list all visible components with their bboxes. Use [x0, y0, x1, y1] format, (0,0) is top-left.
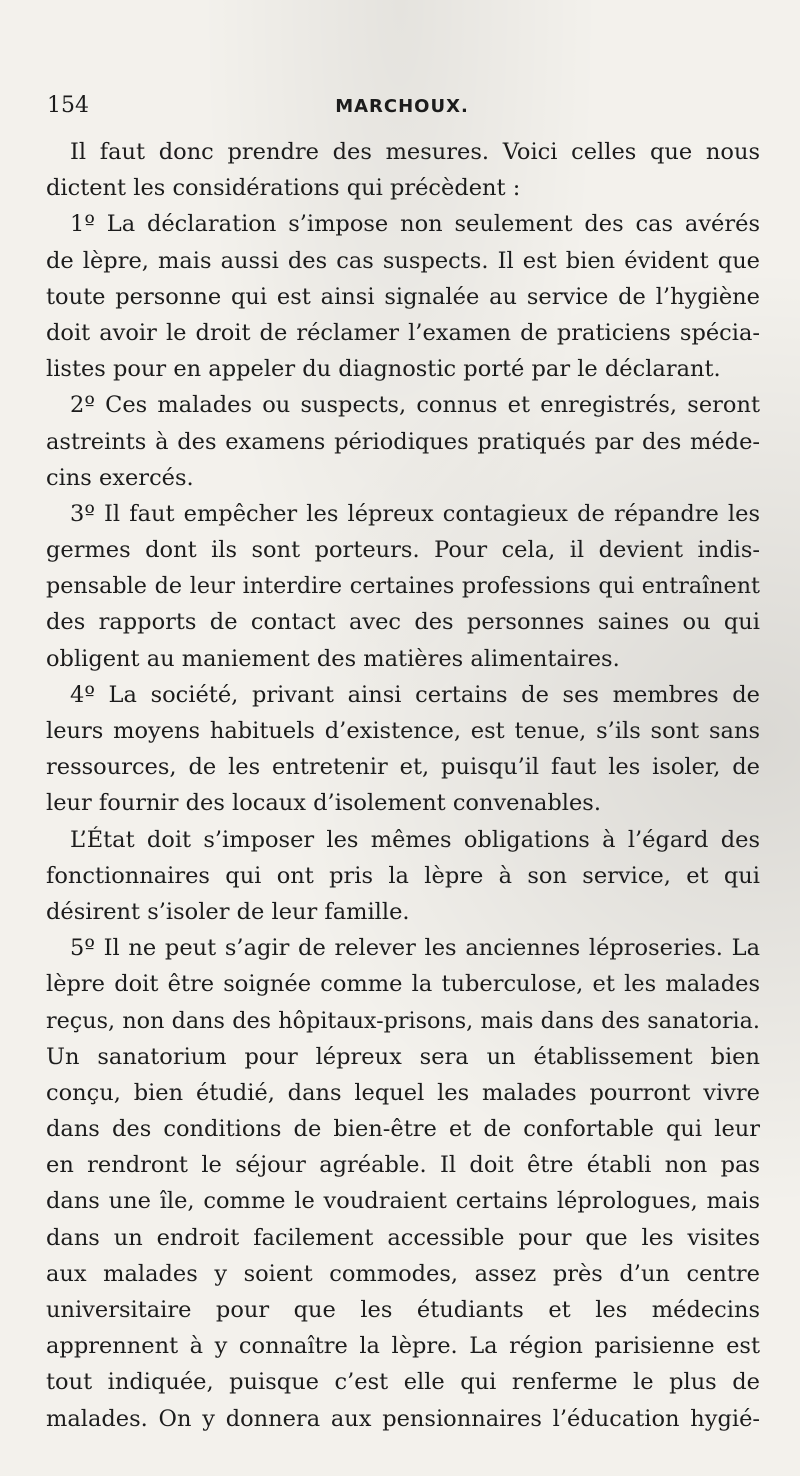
- text-line: désirent s’isoler de leur famille.: [46, 898, 410, 925]
- text-line: ressources, de les entretenir et, puisqu’il faut les isoler, de: [46, 754, 760, 781]
- text-line: leurs moyens habituels d’existence, est tenue, s’ils sont sans: [46, 718, 760, 744]
- text-line: dans une île, comme le voudraient certains léprologues, mais: [46, 1188, 760, 1215]
- text-line: reçus, non dans des hôpitaux-prisons, mais dans des sanatoria.: [46, 1007, 760, 1034]
- text-line: cins exercés.: [46, 464, 194, 491]
- text-line: dans un endroit facilement accessible pour que les visites: [46, 1224, 760, 1251]
- text-line: aux malades y soient commodes, assez près d’un centre: [46, 1260, 760, 1287]
- text-line: de lèpre, mais aussi des cas suspects. Il est bien évident que: [46, 247, 760, 274]
- text-line: Il faut donc prendre des mesures. Voici celles que nous: [70, 139, 760, 165]
- text-line: 1º La déclaration s’impose non seulement des cas avérés: [70, 211, 760, 238]
- text-line: toute personne qui est ainsi signalée au service de l’hygiène: [46, 283, 760, 310]
- text-line: 5º Il ne peut s’agir de relever les anciennes léproseries. La: [70, 935, 760, 962]
- text-line: 2º Ces malades ou suspects, connus et enregistrés, seront: [70, 392, 760, 419]
- body-text: [46, 134, 760, 1437]
- text-line: dictent les considérations qui précèdent :: [46, 175, 521, 202]
- text-line: 4º La société, privant ainsi certains de ses membres de: [70, 681, 760, 708]
- running-head: MARCHOUX.: [335, 96, 469, 117]
- text-line: obligent au maniement des matières alimentaires.: [46, 645, 620, 672]
- text-line: doit avoir le droit de réclamer l’examen de praticiens spécia-: [46, 319, 760, 346]
- text-line: 3º Il faut empêcher les lépreux contagieux de répandre les: [70, 500, 760, 527]
- page-number: 154: [47, 93, 89, 118]
- text-line: dans des conditions de bien-être et de confortable qui leur: [46, 1116, 760, 1143]
- text-line: fonctionnaires qui ont pris la lèpre à son service, et qui: [46, 862, 760, 889]
- text-line: malades. On y donnera aux pensionnaires l’éducation hygié-: [46, 1405, 760, 1432]
- page-header: [47, 93, 757, 129]
- text-line: listes pour en appeler du diagnostic porté par le déclarant.: [46, 356, 721, 383]
- text-line: pensable de leur interdire certaines professions qui entraînent: [46, 573, 760, 600]
- text-line: apprennent à y connaître la lèpre. La région parisienne est: [46, 1333, 760, 1360]
- text-line: Un sanatorium pour lépreux sera un établissement bien: [46, 1043, 760, 1070]
- text-line: tout indiquée, puisque c’est elle qui renferme le plus de: [46, 1369, 760, 1396]
- text-line: universitaire pour que les étudiants et les médecins: [46, 1297, 760, 1323]
- text-line: germes dont ils sont porteurs. Pour cela, il devient indis-: [46, 537, 760, 564]
- text-line: lèpre doit être soignée comme la tuberculose, et les malades: [46, 971, 760, 998]
- text-line: en rendront le séjour agréable. Il doit être établi non pas: [46, 1152, 760, 1179]
- text-line: conçu, bien étudié, dans lequel les malades pourront vivre: [46, 1079, 760, 1106]
- text-line: astreints à des examens périodiques pratiqués par des méde-: [46, 428, 760, 455]
- text-line: L’État doit s’imposer les mêmes obligations à l’égard des: [70, 826, 760, 853]
- text-line: des rapports de contact avec des personnes saines ou qui: [46, 609, 760, 636]
- text-line: leur fournir des locaux d’isolement convenables.: [46, 790, 602, 817]
